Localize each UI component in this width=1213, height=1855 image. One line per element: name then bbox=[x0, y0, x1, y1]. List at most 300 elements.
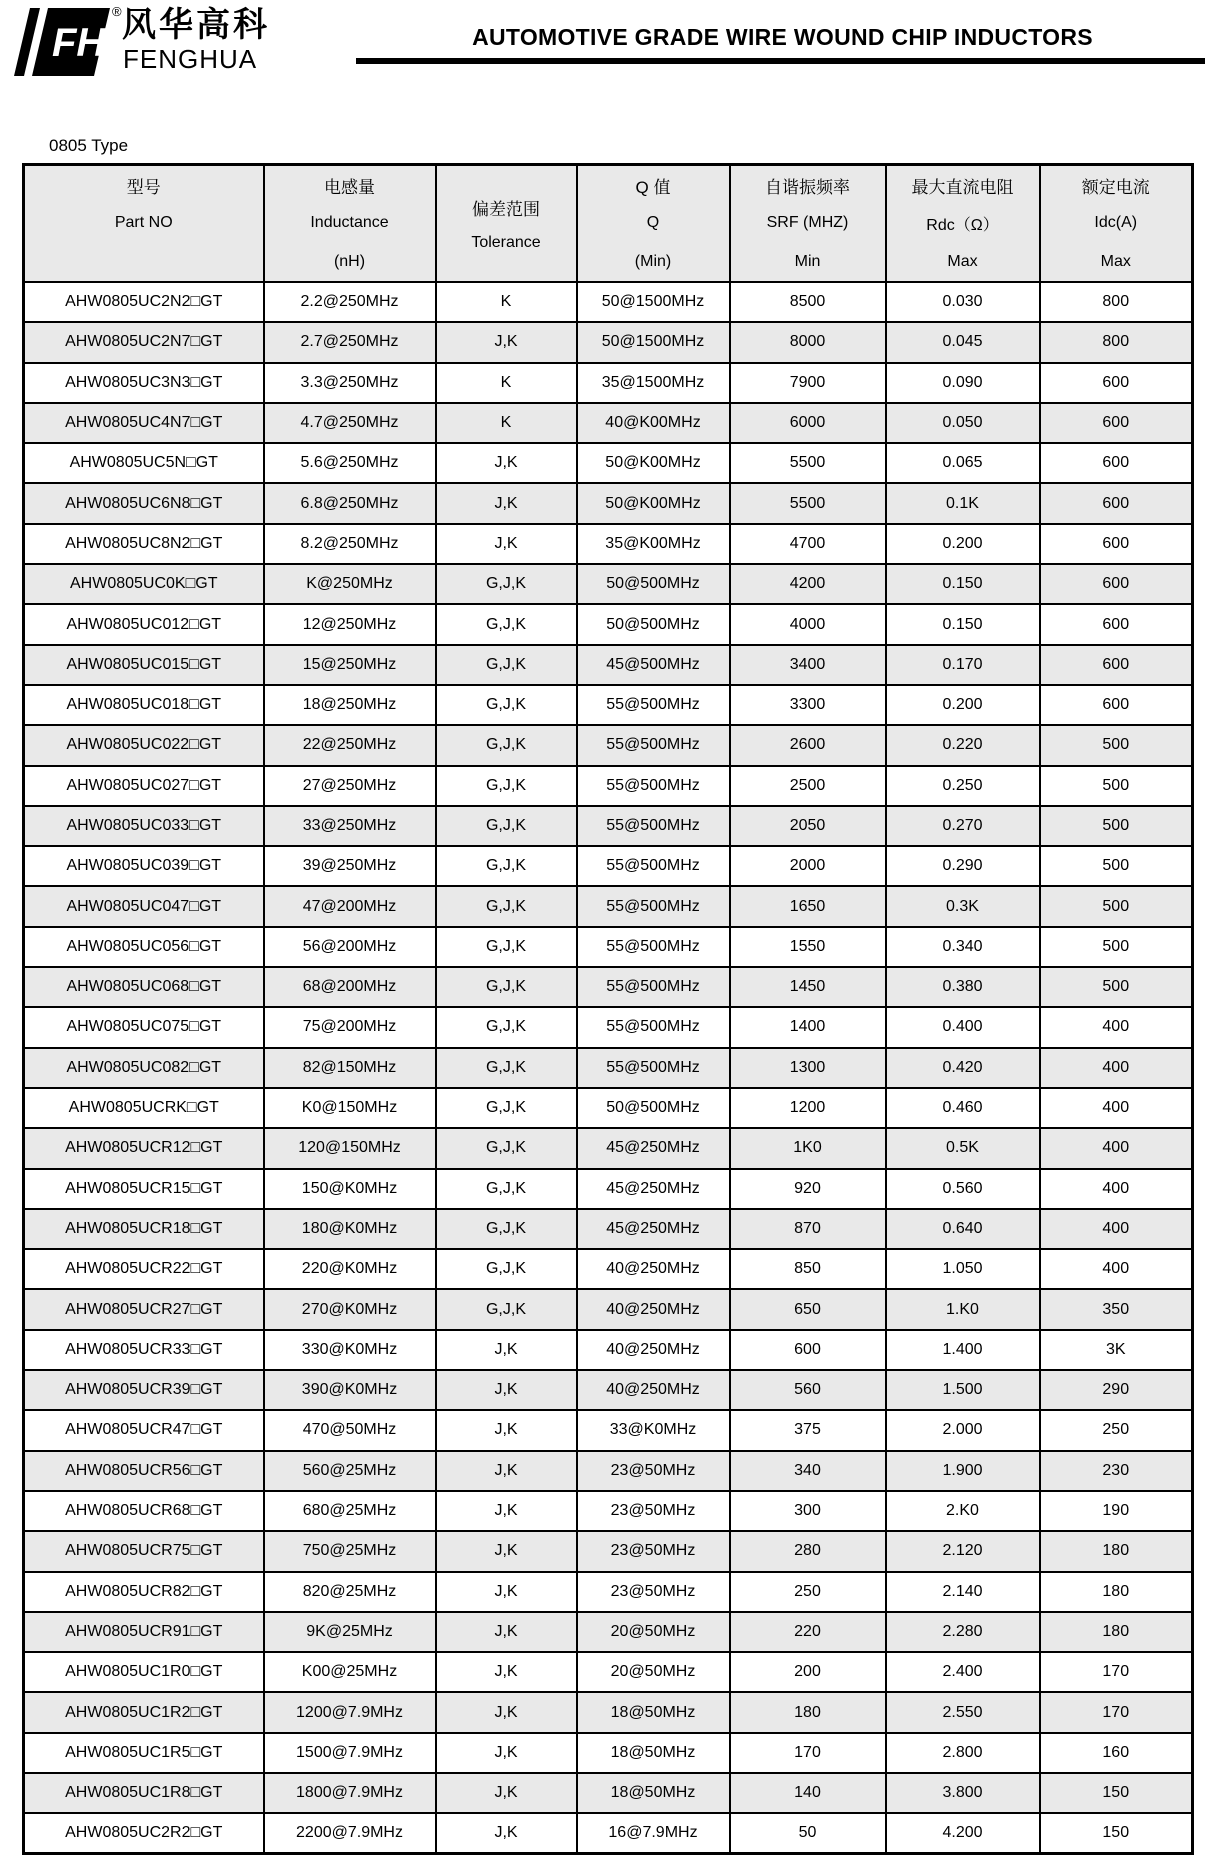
cell-tolerance: J,K bbox=[436, 1451, 577, 1491]
cell-rdc-max: 0.560 bbox=[886, 1169, 1040, 1209]
cell-srf-min: 850 bbox=[730, 1249, 886, 1289]
cell-tolerance: J,K bbox=[436, 1733, 577, 1773]
cell-q-min: 45@250MHz bbox=[577, 1209, 730, 1249]
cell-q-min: 50@500MHz bbox=[577, 604, 730, 644]
cell-inductance: 18@250MHz bbox=[264, 685, 436, 725]
cell-tolerance: K bbox=[436, 363, 577, 403]
cell-tolerance: G,J,K bbox=[436, 1249, 577, 1289]
cell-inductance: 820@25MHz bbox=[264, 1572, 436, 1612]
cell-rdc-max: 3.800 bbox=[886, 1773, 1040, 1813]
cell-idc-max: 500 bbox=[1040, 806, 1193, 846]
col-header-tolerance bbox=[436, 165, 577, 283]
cell-rdc-max: 0.640 bbox=[886, 1209, 1040, 1249]
col-inductance-cn: 电感量 bbox=[324, 177, 375, 197]
cell-part-no: AHW0805UC012□GT bbox=[24, 604, 264, 644]
cell-q-min: 55@500MHz bbox=[577, 685, 730, 725]
cell-tolerance: G,J,K bbox=[436, 725, 577, 765]
cell-part-no: AHW0805UC056□GT bbox=[24, 927, 264, 967]
table-row bbox=[24, 1209, 1193, 1249]
cell-idc-max: 800 bbox=[1040, 282, 1193, 322]
cell-srf-min: 250 bbox=[730, 1572, 886, 1612]
cell-rdc-max: 2.280 bbox=[886, 1612, 1040, 1652]
col-tolerance-cn: 偏差范围 bbox=[472, 200, 540, 219]
cell-idc-max: 600 bbox=[1040, 483, 1193, 523]
cell-q-min: 50@K00MHz bbox=[577, 443, 730, 483]
cell-srf-min: 1K0 bbox=[730, 1128, 886, 1168]
cell-part-no: AHW0805UC1R0□GT bbox=[24, 1652, 264, 1692]
cell-tolerance: G,J,K bbox=[436, 806, 577, 846]
cell-inductance: 150@K0MHz bbox=[264, 1169, 436, 1209]
table-row bbox=[24, 524, 1193, 564]
cell-srf-min: 200 bbox=[730, 1652, 886, 1692]
cell-idc-max: 400 bbox=[1040, 1088, 1193, 1128]
cell-srf-min: 170 bbox=[730, 1733, 886, 1773]
cell-inductance: 560@25MHz bbox=[264, 1451, 436, 1491]
cell-q-min: 55@500MHz bbox=[577, 927, 730, 967]
cell-idc-max: 400 bbox=[1040, 1007, 1193, 1047]
col-header-srf bbox=[730, 165, 886, 283]
cell-part-no: AHW0805UCRK□GT bbox=[24, 1088, 264, 1128]
cell-part-no: AHW0805UC4N7□GT bbox=[24, 403, 264, 443]
cell-idc-max: 500 bbox=[1040, 846, 1193, 886]
cell-q-min: 55@500MHz bbox=[577, 725, 730, 765]
cell-q-min: 18@50MHz bbox=[577, 1733, 730, 1773]
col-srf-sub: Min bbox=[794, 252, 821, 270]
cell-tolerance: G,J,K bbox=[436, 604, 577, 644]
table-row bbox=[24, 322, 1193, 362]
cell-rdc-max: 0.050 bbox=[886, 403, 1040, 443]
cell-rdc-max: 2.140 bbox=[886, 1572, 1040, 1612]
cell-q-min: 33@K0MHz bbox=[577, 1410, 730, 1450]
cell-srf-min: 920 bbox=[730, 1169, 886, 1209]
cell-rdc-max: 4.200 bbox=[886, 1813, 1040, 1853]
cell-rdc-max: 2.K0 bbox=[886, 1491, 1040, 1531]
col-inductance-en: Inductance bbox=[310, 214, 389, 232]
cell-inductance: 33@250MHz bbox=[264, 806, 436, 846]
cell-q-min: 50@500MHz bbox=[577, 564, 730, 604]
cell-inductance: 8.2@250MHz bbox=[264, 524, 436, 564]
cell-q-min: 18@50MHz bbox=[577, 1773, 730, 1813]
cell-srf-min: 3300 bbox=[730, 685, 886, 725]
col-part-no-en: Part NO bbox=[114, 214, 173, 232]
col-rdc-en: Rdc（Ω） bbox=[926, 216, 999, 234]
cell-srf-min: 7900 bbox=[730, 363, 886, 403]
cell-srf-min: 1300 bbox=[730, 1048, 886, 1088]
cell-srf-min: 5500 bbox=[730, 443, 886, 483]
cell-tolerance: J,K bbox=[436, 1410, 577, 1450]
cell-rdc-max: 0.5K bbox=[886, 1128, 1040, 1168]
cell-idc-max: 230 bbox=[1040, 1451, 1193, 1491]
cell-rdc-max: 0.400 bbox=[886, 1007, 1040, 1047]
table-row bbox=[24, 1612, 1193, 1652]
table-row bbox=[24, 1733, 1193, 1773]
table-row bbox=[24, 1692, 1193, 1732]
cell-inductance: 6.8@250MHz bbox=[264, 483, 436, 523]
cell-inductance: 5.6@250MHz bbox=[264, 443, 436, 483]
cell-part-no: AHW0805UC3N3□GT bbox=[24, 363, 264, 403]
cell-q-min: 45@500MHz bbox=[577, 645, 730, 685]
cell-q-min: 50@K00MHz bbox=[577, 483, 730, 523]
table-row bbox=[24, 806, 1193, 846]
cell-srf-min: 50 bbox=[730, 1813, 886, 1853]
cell-inductance: 470@50MHz bbox=[264, 1410, 436, 1450]
cell-rdc-max: 0.3K bbox=[886, 886, 1040, 926]
table-row bbox=[24, 967, 1193, 1007]
cell-idc-max: 180 bbox=[1040, 1612, 1193, 1652]
cell-tolerance: J,K bbox=[436, 1572, 577, 1612]
cell-q-min: 16@7.9MHz bbox=[577, 1813, 730, 1853]
cell-part-no: AHW0805UC0K□GT bbox=[24, 564, 264, 604]
cell-rdc-max: 2.000 bbox=[886, 1410, 1040, 1450]
cell-tolerance: K bbox=[436, 282, 577, 322]
cell-tolerance: G,J,K bbox=[436, 1209, 577, 1249]
cell-inductance: 680@25MHz bbox=[264, 1491, 436, 1531]
cell-tolerance: G,J,K bbox=[436, 886, 577, 926]
cell-inductance: 9K@25MHz bbox=[264, 1612, 436, 1652]
cell-tolerance: J,K bbox=[436, 524, 577, 564]
cell-srf-min: 8500 bbox=[730, 282, 886, 322]
col-inductance-sub: (nH) bbox=[333, 252, 366, 270]
table-row bbox=[24, 564, 1193, 604]
cell-idc-max: 170 bbox=[1040, 1652, 1193, 1692]
cell-q-min: 50@500MHz bbox=[577, 1088, 730, 1128]
cell-part-no: AHW0805UC039□GT bbox=[24, 846, 264, 886]
cell-q-min: 20@50MHz bbox=[577, 1612, 730, 1652]
cell-q-min: 55@500MHz bbox=[577, 1007, 730, 1047]
cell-inductance: 750@25MHz bbox=[264, 1531, 436, 1571]
cell-idc-max: 180 bbox=[1040, 1531, 1193, 1571]
cell-part-no: AHW0805UC1R2□GT bbox=[24, 1692, 264, 1732]
cell-inductance: 12@250MHz bbox=[264, 604, 436, 644]
cell-rdc-max: 2.800 bbox=[886, 1733, 1040, 1773]
cell-rdc-max: 0.045 bbox=[886, 322, 1040, 362]
cell-tolerance: G,J,K bbox=[436, 645, 577, 685]
col-header-part-no bbox=[24, 165, 264, 283]
col-header-inductance bbox=[264, 165, 436, 283]
cell-inductance: 1500@7.9MHz bbox=[264, 1733, 436, 1773]
table-row bbox=[24, 1128, 1193, 1168]
cell-rdc-max: 0.290 bbox=[886, 846, 1040, 886]
cell-inductance: 330@K0MHz bbox=[264, 1330, 436, 1370]
cell-rdc-max: 0.200 bbox=[886, 524, 1040, 564]
cell-q-min: 40@250MHz bbox=[577, 1330, 730, 1370]
table-header bbox=[24, 165, 1193, 283]
cell-rdc-max: 0.250 bbox=[886, 766, 1040, 806]
cell-tolerance: G,J,K bbox=[436, 564, 577, 604]
cell-part-no: AHW0805UC027□GT bbox=[24, 766, 264, 806]
table-row bbox=[24, 363, 1193, 403]
cell-idc-max: 150 bbox=[1040, 1813, 1193, 1853]
table-row bbox=[24, 766, 1193, 806]
cell-idc-max: 600 bbox=[1040, 645, 1193, 685]
table-row bbox=[24, 1451, 1193, 1491]
cell-part-no: AHW0805UCR75□GT bbox=[24, 1531, 264, 1571]
cell-rdc-max: 0.340 bbox=[886, 927, 1040, 967]
cell-idc-max: 180 bbox=[1040, 1572, 1193, 1612]
cell-srf-min: 2500 bbox=[730, 766, 886, 806]
col-idc-cn: 额定电流 bbox=[1081, 177, 1150, 197]
cell-q-min: 55@500MHz bbox=[577, 886, 730, 926]
col-rdc-cn: 最大直流电阻 bbox=[911, 177, 1014, 197]
cell-tolerance: G,J,K bbox=[436, 1048, 577, 1088]
registered-trademark-icon: ® bbox=[112, 4, 122, 19]
cell-srf-min: 4200 bbox=[730, 564, 886, 604]
table-row bbox=[24, 886, 1193, 926]
cell-idc-max: 150 bbox=[1040, 1773, 1193, 1813]
cell-inductance: 1800@7.9MHz bbox=[264, 1773, 436, 1813]
cell-inductance: 2.2@250MHz bbox=[264, 282, 436, 322]
table-row bbox=[24, 1370, 1193, 1410]
cell-idc-max: 400 bbox=[1040, 1048, 1193, 1088]
cell-srf-min: 1450 bbox=[730, 967, 886, 1007]
cell-idc-max: 400 bbox=[1040, 1169, 1193, 1209]
cell-rdc-max: 1.400 bbox=[886, 1330, 1040, 1370]
cell-idc-max: 400 bbox=[1040, 1249, 1193, 1289]
cell-q-min: 55@500MHz bbox=[577, 846, 730, 886]
cell-srf-min: 4000 bbox=[730, 604, 886, 644]
cell-q-min: 50@1500MHz bbox=[577, 322, 730, 362]
brand-name-chinese: 风华高科 bbox=[122, 6, 270, 44]
cell-tolerance: J,K bbox=[436, 1370, 577, 1410]
cell-inductance: 15@250MHz bbox=[264, 645, 436, 685]
col-part-no-sub bbox=[25, 243, 263, 281]
cell-idc-max: 400 bbox=[1040, 1209, 1193, 1249]
cell-srf-min: 1200 bbox=[730, 1088, 886, 1128]
cell-part-no: AHW0805UC047□GT bbox=[24, 886, 264, 926]
cell-tolerance: G,J,K bbox=[436, 1088, 577, 1128]
cell-idc-max: 170 bbox=[1040, 1692, 1193, 1732]
cell-tolerance: J,K bbox=[436, 1692, 577, 1732]
cell-rdc-max: 0.420 bbox=[886, 1048, 1040, 1088]
cell-srf-min: 2050 bbox=[730, 806, 886, 846]
cell-inductance: 180@K0MHz bbox=[264, 1209, 436, 1249]
cell-part-no: AHW0805UC068□GT bbox=[24, 967, 264, 1007]
cell-rdc-max: 0.030 bbox=[886, 282, 1040, 322]
table-row bbox=[24, 1007, 1193, 1047]
cell-tolerance: J,K bbox=[436, 322, 577, 362]
col-rdc-sub: Max bbox=[947, 252, 978, 270]
cell-q-min: 50@1500MHz bbox=[577, 282, 730, 322]
table-row bbox=[24, 1330, 1193, 1370]
table-row bbox=[24, 927, 1193, 967]
cell-srf-min: 600 bbox=[730, 1330, 886, 1370]
cell-q-min: 45@250MHz bbox=[577, 1169, 730, 1209]
cell-inductance: 39@250MHz bbox=[264, 846, 436, 886]
cell-idc-max: 600 bbox=[1040, 443, 1193, 483]
col-idc-sub: Max bbox=[1100, 252, 1131, 270]
cell-part-no: AHW0805UCR56□GT bbox=[24, 1451, 264, 1491]
section-label: 0805 Type bbox=[49, 136, 129, 155]
cell-tolerance: G,J,K bbox=[436, 927, 577, 967]
cell-rdc-max: 0.200 bbox=[886, 685, 1040, 725]
cell-idc-max: 3K bbox=[1040, 1330, 1193, 1370]
cell-idc-max: 800 bbox=[1040, 322, 1193, 362]
cell-idc-max: 290 bbox=[1040, 1370, 1193, 1410]
cell-tolerance: J,K bbox=[436, 1612, 577, 1652]
cell-q-min: 40@250MHz bbox=[577, 1289, 730, 1329]
inductor-spec-table bbox=[22, 163, 1194, 1855]
cell-idc-max: 500 bbox=[1040, 886, 1193, 926]
fenghua-logo-icon bbox=[14, 8, 114, 76]
cell-tolerance: G,J,K bbox=[436, 1169, 577, 1209]
logo-monogram: FH bbox=[52, 21, 106, 65]
cell-srf-min: 3400 bbox=[730, 645, 886, 685]
cell-part-no: AHW0805UC5N□GT bbox=[24, 443, 264, 483]
cell-srf-min: 220 bbox=[730, 1612, 886, 1652]
cell-srf-min: 140 bbox=[730, 1773, 886, 1813]
cell-inductance: 82@150MHz bbox=[264, 1048, 436, 1088]
cell-srf-min: 5500 bbox=[730, 483, 886, 523]
cell-inductance: 27@250MHz bbox=[264, 766, 436, 806]
cell-part-no: AHW0805UCR91□GT bbox=[24, 1612, 264, 1652]
cell-inductance: K0@150MHz bbox=[264, 1088, 436, 1128]
cell-tolerance: G,J,K bbox=[436, 1007, 577, 1047]
cell-tolerance: J,K bbox=[436, 1531, 577, 1571]
table-row bbox=[24, 645, 1193, 685]
cell-idc-max: 500 bbox=[1040, 725, 1193, 765]
cell-part-no: AHW0805UC015□GT bbox=[24, 645, 264, 685]
col-q-en: Q bbox=[646, 214, 660, 232]
cell-inductance: 1200@7.9MHz bbox=[264, 1692, 436, 1732]
cell-q-min: 40@250MHz bbox=[577, 1370, 730, 1410]
cell-q-min: 40@250MHz bbox=[577, 1249, 730, 1289]
table-row bbox=[24, 604, 1193, 644]
cell-part-no: AHW0805UC1R5□GT bbox=[24, 1733, 264, 1773]
table-row bbox=[24, 1531, 1193, 1571]
cell-srf-min: 300 bbox=[730, 1491, 886, 1531]
cell-q-min: 55@500MHz bbox=[577, 1048, 730, 1088]
cell-idc-max: 190 bbox=[1040, 1491, 1193, 1531]
cell-q-min: 40@K00MHz bbox=[577, 403, 730, 443]
cell-srf-min: 2600 bbox=[730, 725, 886, 765]
cell-part-no: AHW0805UC6N8□GT bbox=[24, 483, 264, 523]
cell-rdc-max: 0.460 bbox=[886, 1088, 1040, 1128]
cell-srf-min: 280 bbox=[730, 1531, 886, 1571]
cell-idc-max: 600 bbox=[1040, 363, 1193, 403]
cell-part-no: AHW0805UC2N7□GT bbox=[24, 322, 264, 362]
cell-part-no: AHW0805UC022□GT bbox=[24, 725, 264, 765]
cell-q-min: 23@50MHz bbox=[577, 1491, 730, 1531]
col-srf-en: SRF (MHZ) bbox=[766, 214, 849, 232]
cell-rdc-max: 0.090 bbox=[886, 363, 1040, 403]
col-header-rdc bbox=[886, 165, 1040, 283]
cell-srf-min: 2000 bbox=[730, 846, 886, 886]
cell-rdc-max: 0.170 bbox=[886, 645, 1040, 685]
cell-q-min: 55@500MHz bbox=[577, 806, 730, 846]
cell-rdc-max: 0.380 bbox=[886, 967, 1040, 1007]
cell-tolerance: K bbox=[436, 403, 577, 443]
cell-part-no: AHW0805UCR39□GT bbox=[24, 1370, 264, 1410]
cell-idc-max: 500 bbox=[1040, 927, 1193, 967]
cell-rdc-max: 0.150 bbox=[886, 604, 1040, 644]
cell-part-no: AHW0805UC018□GT bbox=[24, 685, 264, 725]
table-row bbox=[24, 1572, 1193, 1612]
cell-rdc-max: 0.1K bbox=[886, 483, 1040, 523]
cell-srf-min: 650 bbox=[730, 1289, 886, 1329]
cell-q-min: 55@500MHz bbox=[577, 766, 730, 806]
page-header bbox=[0, 0, 1213, 95]
cell-rdc-max: 1.500 bbox=[886, 1370, 1040, 1410]
cell-q-min: 23@50MHz bbox=[577, 1531, 730, 1571]
cell-rdc-max: 2.120 bbox=[886, 1531, 1040, 1571]
table-row bbox=[24, 685, 1193, 725]
cell-inductance: 22@250MHz bbox=[264, 725, 436, 765]
col-q-cn: Q 值 bbox=[635, 177, 671, 197]
cell-tolerance: J,K bbox=[436, 1813, 577, 1853]
cell-part-no: AHW0805UCR33□GT bbox=[24, 1330, 264, 1370]
title-underline bbox=[356, 58, 1205, 64]
table-body bbox=[24, 282, 1193, 1854]
cell-tolerance: G,J,K bbox=[436, 1128, 577, 1168]
table-row bbox=[24, 403, 1193, 443]
table-row bbox=[24, 1491, 1193, 1531]
cell-tolerance: G,J,K bbox=[436, 685, 577, 725]
cell-srf-min: 375 bbox=[730, 1410, 886, 1450]
cell-tolerance: J,K bbox=[436, 1491, 577, 1531]
cell-tolerance: J,K bbox=[436, 1652, 577, 1692]
cell-idc-max: 600 bbox=[1040, 564, 1193, 604]
cell-srf-min: 4700 bbox=[730, 524, 886, 564]
cell-tolerance: G,J,K bbox=[436, 766, 577, 806]
brand-name-english: FENGHUA bbox=[123, 44, 258, 74]
cell-tolerance: G,J,K bbox=[436, 846, 577, 886]
cell-rdc-max: 0.150 bbox=[886, 564, 1040, 604]
cell-part-no: AHW0805UCR47□GT bbox=[24, 1410, 264, 1450]
cell-q-min: 35@K00MHz bbox=[577, 524, 730, 564]
cell-tolerance: J,K bbox=[436, 1330, 577, 1370]
cell-rdc-max: 1.K0 bbox=[886, 1289, 1040, 1329]
cell-idc-max: 400 bbox=[1040, 1128, 1193, 1168]
cell-part-no: AHW0805UC082□GT bbox=[24, 1048, 264, 1088]
cell-srf-min: 8000 bbox=[730, 322, 886, 362]
cell-inductance: 220@K0MHz bbox=[264, 1249, 436, 1289]
col-idc-en: Idc(A) bbox=[1094, 214, 1138, 232]
cell-inductance: 4.7@250MHz bbox=[264, 403, 436, 443]
header-row bbox=[24, 165, 1193, 283]
table-row bbox=[24, 483, 1193, 523]
cell-tolerance: G,J,K bbox=[436, 967, 577, 1007]
cell-rdc-max: 0.220 bbox=[886, 725, 1040, 765]
col-q-sub: (Min) bbox=[634, 252, 672, 270]
cell-srf-min: 6000 bbox=[730, 403, 886, 443]
cell-part-no: AHW0805UCR27□GT bbox=[24, 1289, 264, 1329]
cell-part-no: AHW0805UCR68□GT bbox=[24, 1491, 264, 1531]
cell-inductance: K00@25MHz bbox=[264, 1652, 436, 1692]
table-row bbox=[24, 1169, 1193, 1209]
table-row bbox=[24, 282, 1193, 322]
cell-srf-min: 340 bbox=[730, 1451, 886, 1491]
cell-part-no: AHW0805UCR15□GT bbox=[24, 1169, 264, 1209]
table-row bbox=[24, 725, 1193, 765]
cell-tolerance: J,K bbox=[436, 1773, 577, 1813]
cell-rdc-max: 0.065 bbox=[886, 443, 1040, 483]
cell-inductance: 120@150MHz bbox=[264, 1128, 436, 1168]
cell-part-no: AHW0805UC033□GT bbox=[24, 806, 264, 846]
table-row bbox=[24, 1813, 1193, 1853]
table-row bbox=[24, 1048, 1193, 1088]
cell-inductance: 68@200MHz bbox=[264, 967, 436, 1007]
cell-idc-max: 600 bbox=[1040, 685, 1193, 725]
cell-inductance: 75@200MHz bbox=[264, 1007, 436, 1047]
cell-q-min: 18@50MHz bbox=[577, 1692, 730, 1732]
col-header-q bbox=[577, 165, 730, 283]
cell-part-no: AHW0805UCR12□GT bbox=[24, 1128, 264, 1168]
cell-srf-min: 1400 bbox=[730, 1007, 886, 1047]
col-part-no-cn: 型号 bbox=[126, 177, 161, 197]
cell-q-min: 35@1500MHz bbox=[577, 363, 730, 403]
table-row bbox=[24, 1289, 1193, 1329]
cell-inductance: 270@K0MHz bbox=[264, 1289, 436, 1329]
